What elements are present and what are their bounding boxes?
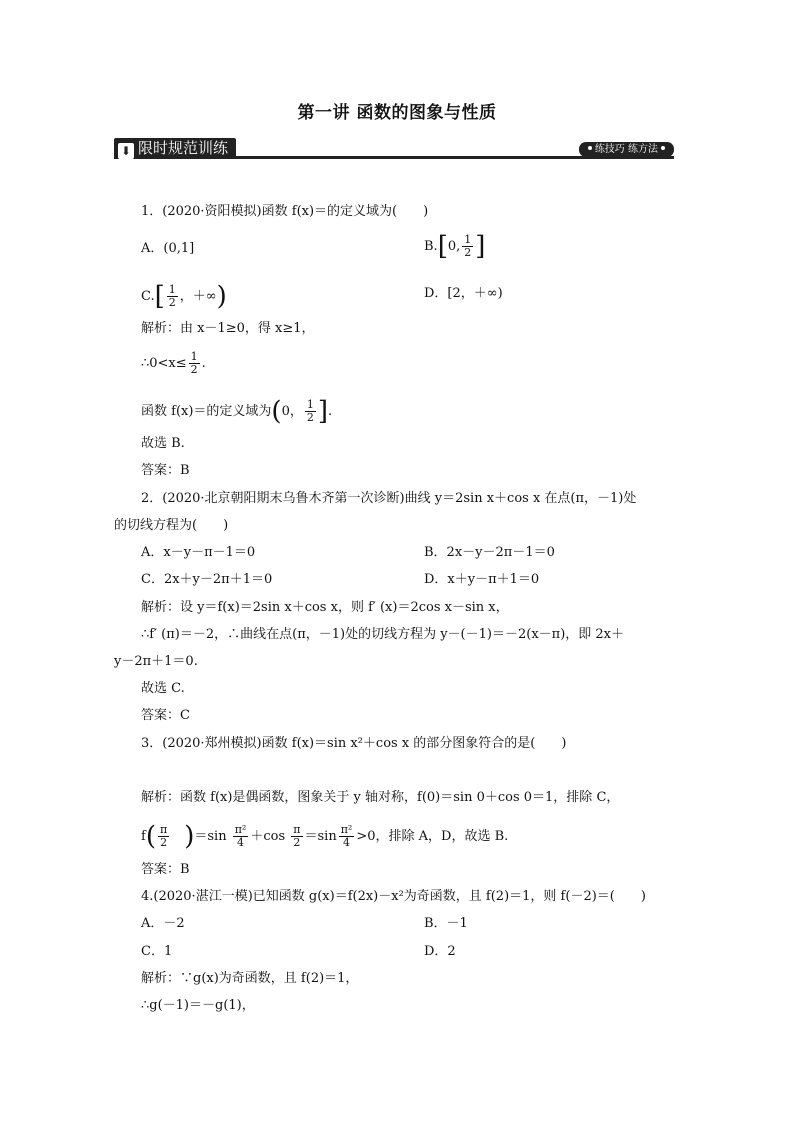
fraction: $\frac{\text{π²}}{4}$ (340, 823, 353, 849)
fraction: $\frac{1}{2}$ (168, 283, 176, 309)
q4-option-b: B．－1 (424, 916, 468, 931)
q3-stem: 3．(2020·郑州模拟)函数 f(x)＝sin x²＋cos x 的部分图象符合的是( ) (141, 736, 567, 751)
q1-option-c: C.[ $\frac{1}{2}$ ，＋∞) (141, 281, 227, 312)
q2-option-d: D．x＋y－π＋1＝0 (424, 572, 540, 587)
q1-solution-1: 解析：由 x－1≥0，得 x≥1， (141, 321, 315, 336)
banner-left-label: 限时规范训练 (138, 139, 229, 157)
q2-solution-2: ∴f′ (π)＝－2，∴曲线在点(π，－1)处的切线方程为 y－(－1)＝－2(x－π)，即 2x＋ (141, 627, 624, 642)
q1-stem: 1．(2020·资阳模拟)函数 f(x)＝的定义域为( ) (141, 204, 429, 219)
banner-right-label: 练技巧 练方法 (594, 144, 658, 155)
q1-answer: 答案：B (141, 463, 190, 478)
q2-option-b: B．2x－y－2π－1＝0 (424, 545, 555, 560)
fraction: $\frac{1}{2}$ (464, 233, 472, 259)
fraction: $\frac{\pi}{2}$ (159, 823, 168, 849)
q4-stem: 4.(2020·湛江一模)已知函数 g(x)＝f(2x)－x²为奇函数，且 f(2)＝1，则 f(－2)＝( ) (141, 889, 646, 904)
q4-option-c: C．1 (141, 944, 173, 959)
q1-solution-2: ∴0<x≤ $\frac{1}{2}$ . (141, 350, 206, 376)
q4-solution-1: 解析：∵g(x)为奇函数，且 f(2)＝1， (141, 971, 359, 986)
q1-option-b: B.[0, $\frac{1}{2}$ ] (424, 231, 486, 262)
dot-icon (661, 146, 665, 150)
q2-solution-4: 故选 C. (141, 681, 185, 696)
fraction: $\frac{\pi}{2}$ (293, 823, 301, 849)
q1-option-d: D．[2，＋∞) (424, 286, 503, 301)
q3-answer: 答案：B (141, 862, 190, 877)
q1-solution-3: 函数 f(x)＝的定义域为(0， $\frac{1}{2}$ ]. (141, 396, 333, 427)
q3-solution-1: 解析：函数 f(x)是偶函数，图象关于 y 轴对称，f(0)＝sin 0＋cos 0＝1，排除 C， (141, 790, 620, 805)
q2-solution-1: 解析：设 y＝f(x)＝2sin x＋cos x，则 f′ (x)＝2cos x－sin x， (141, 600, 509, 615)
q2-stem-1: 2．(2020·北京朝阳期末乌鲁木齐第一次诊断)曲线 y＝2sin x＋cos x 在点(π，－1)处 (141, 491, 637, 506)
q2-answer: 答案：C (141, 708, 190, 723)
q2-stem-2: 的切线方程为( ) (114, 518, 229, 533)
q2-solution-3: y－2π＋1＝0. (114, 654, 198, 669)
q1-solution-4: 故选 B. (141, 436, 185, 451)
q2-option-a: A．x－y－π－1＝0 (141, 545, 256, 560)
banner-right-pill (579, 142, 674, 157)
banner-left-tab (114, 138, 236, 158)
fraction: $\frac{1}{2}$ (190, 350, 198, 376)
fraction: $\frac{1}{2}$ (306, 398, 314, 424)
page-title: 第一讲 函数的图象与性质 (297, 103, 497, 123)
q2-option-c: C．2x＋y－2π＋1＝0 (141, 572, 273, 587)
fraction: $\frac{\text{π²}}{4}$ (234, 823, 247, 849)
q1-option-a: A．(0,1] (141, 241, 195, 256)
dot-icon (588, 146, 592, 150)
download-arrow-icon: ⬇ (118, 143, 134, 159)
q4-option-d: D．2 (424, 944, 456, 959)
q3-solution-2: f( $\frac{\pi}{2}$ )＝sin $\frac{\text{π²}}{4}$ ＋cos $\frac{\pi}{2}$ ＝sin $\frac{\text{π²}}{4}$ >0，排除 A，D，故选 B. (141, 821, 509, 852)
q4-option-a: A．－2 (141, 916, 185, 931)
q4-solution-2: ∴g(－1)＝－g(1)， (141, 998, 255, 1013)
section-banner (114, 138, 674, 162)
